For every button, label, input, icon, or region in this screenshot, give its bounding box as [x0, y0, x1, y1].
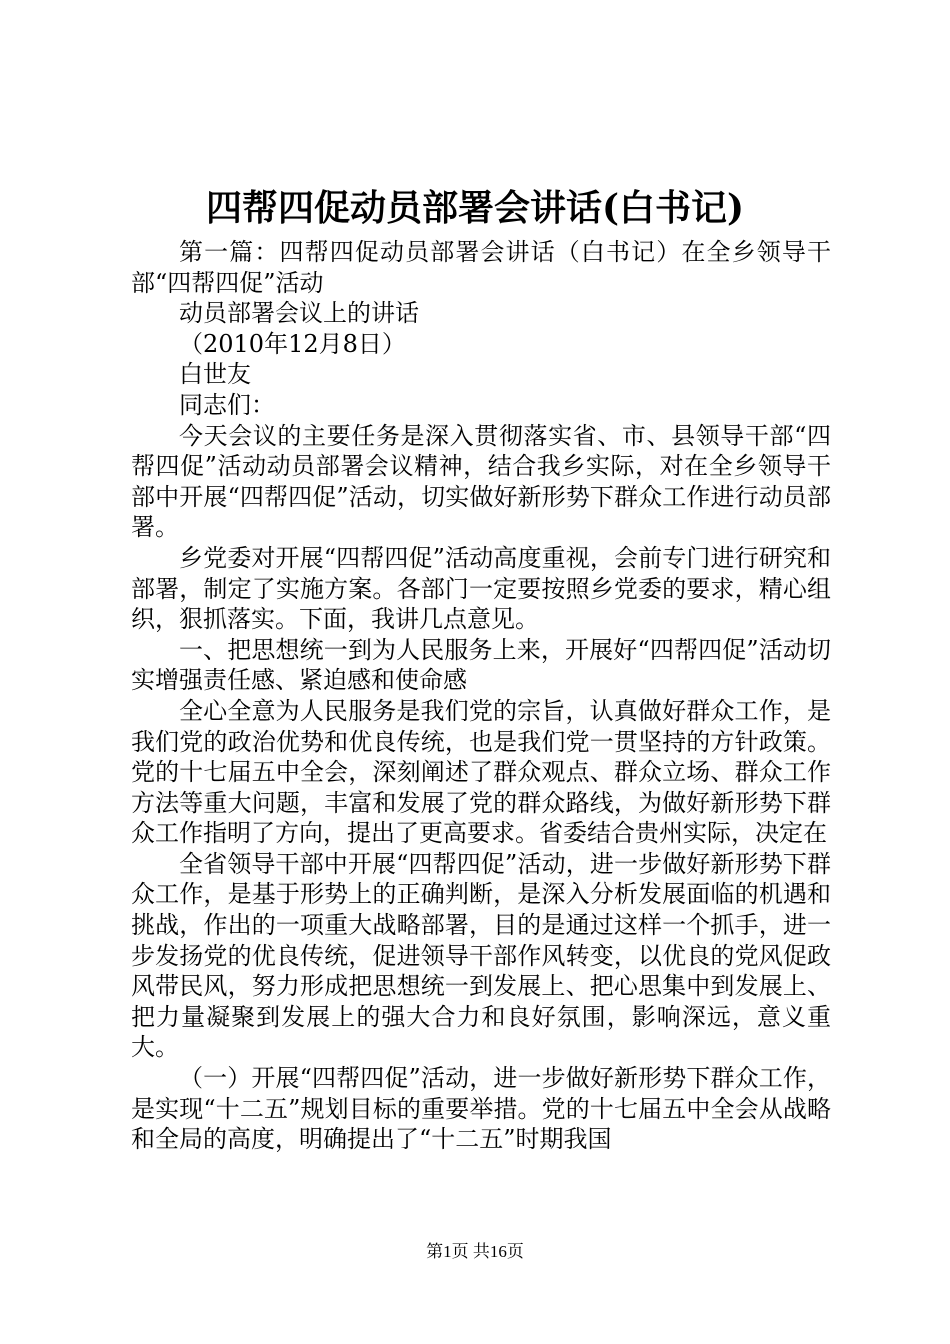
paragraph-date: （2010年12月8日） — [179, 329, 406, 358]
paragraph: 全心全意为人民服务是我们党的宗旨，认真做好群众工作，是我们党的政治优势和优良传统，也是我们党一贯坚持的方针政策。党的十七届五中全会，深刻阐述了群众观点、群众立场、群众工作方法等重大问题，丰富和发展了党的群众路线，为做好新形势下群众工作指明了方向，提出了更高要求。省委结合贵州实际，决定在 — [131, 696, 831, 848]
paragraph-heading-line: 第一篇：四帮四促动员部署会讲话（白书记）在全乡领导干部“四帮四促”活动 — [131, 238, 831, 297]
paragraph: 全省领导干部中开展“四帮四促”活动，进一步做好新形势下群众工作，是基于形势上的正确判断，是深入分析发展面临的机遇和挑战，作出的一项重大战略部署，目的是通过这样一个抓手，进一步发扬党的优良传统，促进领导干部作风转变，以优良的党风促政风带民风，努力形成把思想统一到发展上、把心思集中到发展上、把力量凝聚到发展上的强大合力和良好氛围，影响深远，意义重大。 — [131, 849, 831, 1062]
page-title: 四帮四促动员部署会讲话(白书记) — [205, 187, 745, 229]
paragraph: 今天会议的主要任务是深入贯彻落实省、市、县领导干部“四帮四促”活动动员部署会议精神，结合我乡实际，对在全乡领导干部中开展“四帮四促”活动，切实做好新形势下群众工作进行动员部署。 — [131, 421, 831, 542]
paragraph: （一）开展“四帮四促”活动，进一步做好新形势下群众工作，是实现“十二五”规划目标的重要举措。党的十七届五中全会从战略和全局的高度，明确提出了“十二五”时期我国 — [131, 1064, 831, 1154]
paragraph-speaker: 白世友 — [179, 360, 251, 389]
page-number-footer: 第1页 共16页 — [426, 1242, 524, 1261]
paragraph-subtitle: 动员部署会议上的讲话 — [179, 299, 419, 328]
paragraph-salutation: 同志们： — [179, 390, 275, 419]
document-body — [131, 237, 831, 1155]
section-heading: 一、把思想统一到为人民服务上来，开展好“四帮四促”活动切实增强责任感、紧迫感和使命感 — [131, 635, 831, 695]
paragraph: 乡党委对开展“四帮四促”活动高度重视，会前专门进行研究和部署，制定了实施方案。各部门一定要按照乡党委的要求，精心组织，狠抓落实。下面，我讲几点意见。 — [131, 543, 831, 634]
